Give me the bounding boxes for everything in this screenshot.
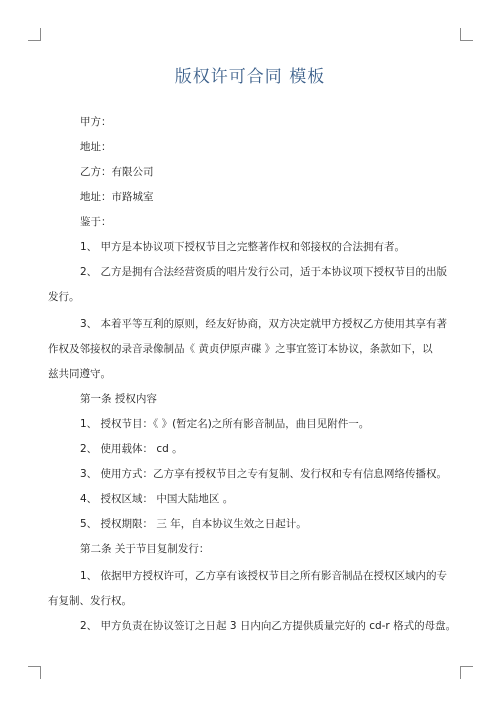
article-1-item-4: 4、 授权区域： 中国大陆地区 。: [80, 493, 234, 505]
article-1-item-5: 5、 授权期限： 三 年，自本协议生效之日起计。: [80, 518, 307, 530]
document-title: 版权许可合同 模板: [174, 67, 326, 87]
party-a-label: 甲方：: [80, 116, 112, 128]
whereas-item-3-cont: 作权及邻接权的录音录像制品《 黄贞伊原声碟 》之事宜签订本协议，条款如下，以: [48, 343, 433, 355]
article-2-item-1-cont: 有复制、发行权。: [48, 595, 132, 607]
article-1-item-1: 1、 授权节目：《 》(暂定名)之所有影音制品，曲目见附件一。: [80, 418, 370, 430]
whereas-item-1: 1、 甲方是本协议项下授权节目之完整著作权和邻接权的合法拥有者。: [80, 241, 406, 253]
article-1-heading: 第一条 授权内容: [80, 393, 157, 405]
article-2-item-2: 2、 甲方负责在协议签订之日起 3 日内向乙方提供质量完好的 cd-r 格式的母盘。: [80, 620, 457, 632]
crop-mark-bottom-left: [28, 666, 41, 679]
whereas-heading: 鉴于：: [80, 216, 112, 228]
party-a-address: 地址：: [80, 141, 112, 153]
party-b-address: 地址：市路城室: [80, 191, 154, 203]
whereas-item-3-end: 兹共同遵守。: [48, 368, 111, 380]
whereas-item-2: 2、 乙方是拥有合法经营资质的唱片发行公司，适于本协议项下授权节目的出版: [80, 266, 448, 278]
article-2-heading: 第二条 关于节目复制发行：: [80, 543, 210, 555]
article-2-item-1: 1、 依据甲方授权许可，乙方享有该授权节目之所有影音制品在授权区域内的专: [80, 570, 448, 582]
crop-mark-bottom-right: [460, 666, 473, 679]
crop-mark-top-left: [28, 28, 41, 41]
article-1-item-2: 2、 使用载体： cd 。: [80, 443, 183, 455]
party-b-label: 乙方：有限公司: [80, 166, 154, 178]
crop-mark-top-right: [460, 28, 473, 41]
whereas-item-2-cont: 发行。: [48, 291, 80, 303]
article-1-item-3: 3、 使用方式：乙方享有授权节目之专有复制、发行权和专有信息网络传播权。: [80, 468, 448, 480]
whereas-item-3: 3、 本着平等互利的原则，经友好协商，双方决定就甲方授权乙方使用其享有著: [80, 318, 448, 330]
